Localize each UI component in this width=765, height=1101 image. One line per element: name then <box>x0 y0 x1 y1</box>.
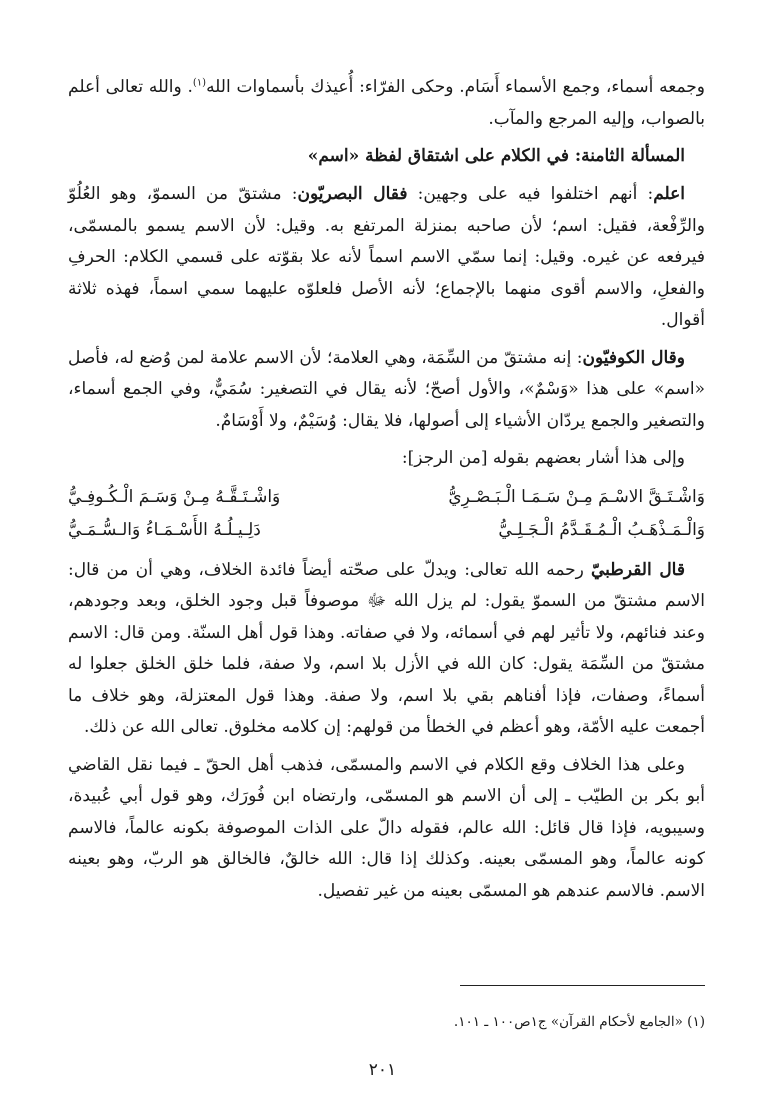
paragraph-3-text: : إنه مشتقّ من السِّمَة، وهي العلامة؛ لأن الاسم علامة لمن وُضع له، فأصل «اسم» على هذا «وَسْمٌ»، والأول أصحّ؛ لأنه يقال في التصغير: سُمَيٌّ، وفي الجمع أسماء، والتصغير والجمع يردّان الأشياء إلى أصولها، فلا يقال: وُسَيْمٌ، ولا أَوْسَامٌ. <box>68 347 705 431</box>
paragraph-2 <box>68 179 705 337</box>
section-heading-text: المسألة الثامنة: في الكلام على اشتقاق لفظة «اسم» <box>307 146 685 166</box>
paragraph-5 <box>68 555 705 744</box>
paragraph-2-text-a: : أنهم اختلفوا فيه على وجهين: <box>407 184 654 204</box>
paragraph-3-lead: وقال الكوفيّون <box>582 347 685 368</box>
paragraph-2-bold: فقال البصريّون <box>297 184 408 204</box>
section-heading <box>68 141 705 171</box>
page-body <box>68 72 705 913</box>
paragraph-5-lead: قال القرطبيّ <box>591 559 685 580</box>
paragraph-5-text: رحمه الله تعالى: ويدلّ على صحّته أيضاً فائدة الخلاف، وهي أن من قال: الاسم مشتقّ من السموّ يقول: لم يزل الله ﷻ موصوفاً قبل وجود الخلق، وبعد وجودهم، وعند فنائهم، ولا تأثير لهم في أسمائه، ولا في صفاته. وهذا قول أهل السنّة. ومن قال: الاسم مشتقّ من السِّمَة يقول: كان الله في الأزل بلا اسم، ولا صفة، فلما خلق الخلق جعلوا له أسماءً، وصفات، فإذا أفناهم بقي بلا اسم، ولا صفة. وهذا قول المعتزلة، وهو خلاف ما أجمعت عليه الأمّة، وهو أعظم في الخطأ من قولهم: إن كلامه مخلوق. تعالى الله عن ذلك. <box>68 559 705 737</box>
paragraph-1-end: . والله تعالى أعلم بالصواب، وإليه المرجع والمآب. <box>68 77 705 129</box>
verse-2-hemistich-right: وَالْـمَـذْهَـبُ الْـمُـقَـدَّمُ الْـجَـلِـيُّ <box>498 519 705 540</box>
paragraph-4-text: وإلى هذا أشار بعضهم بقوله [من الرجز]: <box>401 448 685 468</box>
page-number: ٢٠١ <box>368 1060 397 1080</box>
paragraph-6-text: وعلى هذا الخلاف وقع الكلام في الاسم والمسمّى، فذهب أهل الحقّ ـ فيما نقل القاضي أبو بكر بن الطيّب ـ إلى أن الاسم هو المسمّى، وارتضاه ابن فُورَك، وهو قول أبي عُبيدة، وسيبويه، فإذا قال قائل: الله عالم، فقوله دالّ على الذات الموصوفة بكونه عالماً، فالاسم كونه عالماً، وهو المسمّى بعينه. وكذلك إذا قال: الله خالقٌ، فالخالق هو الربّ، وهو بعينه الاسم. فالاسم عندهم هو المسمّى بعينه من غير تفصيل. <box>68 754 705 901</box>
verse-2-hemistich-left: دَلِـيـلُـهُ الأَسْـمَـاءُ وَالـسُّـمَـيُّ <box>68 519 261 540</box>
paragraph-3 <box>68 343 705 438</box>
paragraph-1 <box>68 72 705 135</box>
paragraph-2-lead: اعلم <box>653 184 685 204</box>
verse-1-hemistich-right: وَاشْـتَـقَّ الاسْـمَ مِـنْ سَـمَـا الْـبَـصْـرِيُّ <box>448 486 705 507</box>
paragraph-2-text-b: : مشتقّ من السموّ، وهو العُلُوّ والرِّفْعة، فقيل: اسم؛ لأن صاحبه بمنزلة المرتفع به. وقيل: لأن الاسم يسمو بالمسمّى، فيرفعه عن غيره. وقيل: إنما سمّي الاسم اسماً لأنه علا بقوّته على قسمي الكلام: الحرفِ والفعلِ، والاسم أقوى منهما بالإجماع؛ لأنه الأصل فلعلوّه عليهما سمي اسماً، فهذه ثلاثة أقوال. <box>68 184 705 330</box>
footnote-divider <box>460 985 705 986</box>
verse-line-2 <box>68 514 705 547</box>
paragraph-1-text: وجمعه أسماء، وجمع الأسماء أَسَام. وحكى الفرّاء: أُعيذك بأسماوات الله <box>206 77 705 97</box>
paragraph-4 <box>68 443 705 475</box>
footnote: (١) «الجامع لأحكام القرآن» ج١ص١٠٠ ـ ١٠١. <box>453 1014 705 1030</box>
verse-1-hemistich-left: وَاشْـتَـقَّـهُ مِـنْ وَسَـمَ الْـكُـوفِـيُّ <box>68 486 281 507</box>
verse-line-1 <box>68 481 705 514</box>
paragraph-6 <box>68 750 705 908</box>
footnote-marker[interactable]: (١) <box>192 77 207 89</box>
